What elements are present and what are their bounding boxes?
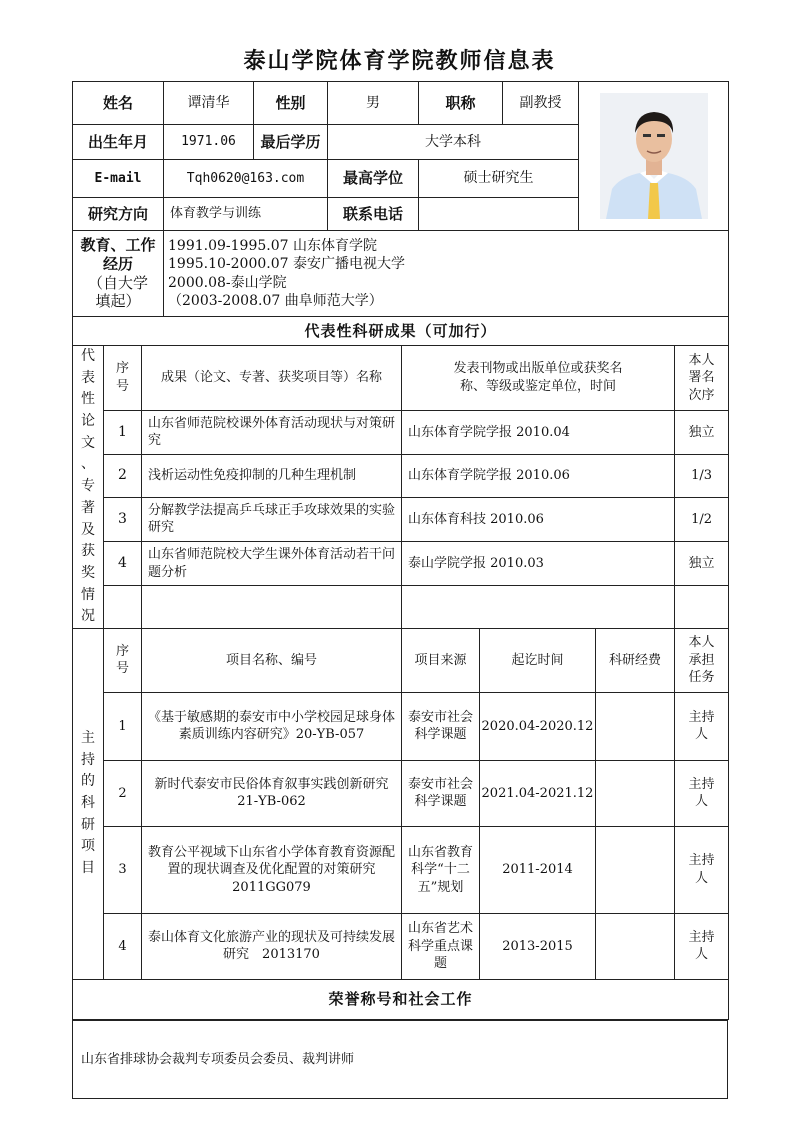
proj-role: 主持人	[675, 760, 729, 826]
side-char: 奖	[81, 564, 95, 581]
side-char: 情	[81, 586, 95, 603]
side-char: 表	[81, 369, 95, 386]
ach-pub: 泰山学院学报 2010.03	[402, 542, 675, 586]
education-label-line: 填起）	[95, 292, 141, 311]
proj-period: 2011-2014	[480, 826, 596, 913]
ach-pub: 山东体育科技 2010.06	[402, 497, 675, 541]
ach-name-empty	[142, 586, 402, 628]
research-label: 研究方向	[73, 198, 164, 231]
birth-value: 1971.06	[164, 125, 254, 160]
header-line: 称、等级或鉴定单位，时间	[459, 378, 616, 394]
proj-source: 山东省教育科学“十二五”规划	[402, 826, 480, 913]
education-label	[73, 231, 164, 317]
proj-no: 1	[104, 692, 142, 760]
side-char: 目	[81, 860, 95, 877]
proj-role: 主持人	[675, 692, 729, 760]
table-row	[73, 455, 729, 497]
education-label-line: （自大学	[87, 273, 148, 292]
education-line: 1995.10-2000.07 泰安广播电视大学	[168, 256, 405, 273]
ach-order-empty	[675, 586, 729, 628]
honors-table	[72, 1020, 728, 1099]
proj-name: 新时代泰安市民俗体育叙事实践创新研究 21-YB-062	[142, 760, 402, 826]
projects-side-label	[73, 628, 104, 979]
table-row	[73, 497, 729, 541]
proj-fund	[596, 826, 675, 913]
side-char: 项	[81, 838, 95, 855]
ach-header-no	[104, 346, 142, 411]
proj-role: 主持人	[675, 913, 729, 979]
edu-label: 最后学历	[254, 125, 328, 160]
ach-pub: 山东体育学院学报 2010.06	[402, 455, 675, 497]
ach-pub-empty	[402, 586, 675, 628]
header-line: 承担	[688, 652, 715, 668]
proj-source: 泰安市社会科学课题	[402, 760, 480, 826]
title-value: 副教授	[503, 82, 579, 125]
ach-name: 分解教学法提高乒乓球正手攻球效果的实验研究	[142, 497, 402, 541]
info-table	[72, 81, 729, 317]
phone-value	[419, 198, 579, 231]
title-label: 职称	[419, 82, 503, 125]
proj-fund	[596, 692, 675, 760]
education-line: （2003-2008.07 曲阜师范大学）	[168, 292, 383, 309]
side-char: 况	[81, 608, 95, 625]
research-value: 体育教学与训练	[164, 198, 328, 231]
achievements-section-title: 代表性科研成果（可加行）	[73, 317, 729, 346]
proj-fund	[596, 760, 675, 826]
header-line: 号	[115, 378, 129, 394]
phone-label: 联系电话	[328, 198, 419, 231]
table-row	[73, 586, 729, 628]
ach-order: 1/3	[675, 455, 729, 497]
proj-source: 山东省艺术科学重点课题	[402, 913, 480, 979]
header-line: 署名	[688, 370, 715, 386]
header-line: 序	[115, 361, 129, 377]
side-char: 及	[81, 521, 95, 538]
degree-value: 硕士研究生	[419, 160, 579, 198]
table-row	[73, 692, 729, 760]
ach-no: 1	[104, 410, 142, 454]
ach-header-order	[675, 346, 729, 411]
side-char: 专	[81, 478, 95, 495]
table-row	[73, 826, 729, 913]
honors-section-title: 荣誉称号和社会工作	[73, 979, 729, 1019]
ach-name: 山东省师范院校课外体育活动现状与对策研究	[142, 410, 402, 454]
education-label-line: 教育、工作	[80, 236, 156, 254]
gender-value: 男	[328, 82, 419, 125]
header-line: 本人	[688, 352, 715, 368]
ach-no: 2	[104, 455, 142, 497]
email-label: E-mail	[73, 160, 164, 198]
side-char: 文	[81, 434, 95, 451]
side-char: 性	[81, 391, 95, 408]
education-content	[164, 231, 729, 317]
ach-no: 4	[104, 542, 142, 586]
ach-header-pub	[402, 346, 675, 411]
proj-no: 2	[104, 760, 142, 826]
education-label-line: 经历	[102, 254, 133, 273]
name-label: 姓名	[73, 82, 164, 125]
side-char: 主	[81, 730, 95, 747]
side-char: 持	[81, 751, 95, 768]
proj-period: 2021.04-2021.12	[480, 760, 596, 826]
proj-name: 泰山体育文化旅游产业的现状及可持续发展研究 2013170	[142, 913, 402, 979]
header-line: 号	[115, 661, 129, 677]
side-char: 代	[81, 348, 95, 364]
proj-source: 泰安市社会科学课题	[402, 692, 480, 760]
table-row	[73, 410, 729, 454]
side-char: 研	[81, 816, 95, 833]
side-char: 科	[81, 795, 95, 812]
honors-content: 山东省排球协会裁判专项委员会委员、裁判讲师	[73, 1021, 728, 1099]
ach-header-name: 成果（论文、专著、获奖项目等）名称	[142, 346, 402, 411]
side-char: 获	[81, 543, 95, 560]
proj-header-period: 起讫时间	[480, 628, 596, 692]
ach-order: 独立	[675, 542, 729, 586]
table-row	[73, 542, 729, 586]
proj-header-role	[675, 628, 729, 692]
proj-header-source: 项目来源	[402, 628, 480, 692]
education-line: 2000.08-泰山学院	[168, 274, 287, 291]
table-row	[73, 913, 729, 979]
page-title: 泰山学院体育学院教师信息表	[243, 48, 556, 74]
proj-period: 2020.04-2020.12	[480, 692, 596, 760]
proj-no: 3	[104, 826, 142, 913]
proj-period: 2013-2015	[480, 913, 596, 979]
header-line: 次序	[688, 387, 715, 403]
header-line: 发表刊物或出版单位或获奖名	[453, 361, 623, 377]
header-line: 本人	[688, 635, 715, 651]
side-char: 、	[81, 456, 95, 473]
ach-no-empty	[104, 586, 142, 628]
proj-no: 4	[104, 913, 142, 979]
photo-cell	[579, 82, 729, 231]
research-table	[72, 316, 729, 1020]
proj-header-no	[104, 628, 142, 692]
proj-name: 《基于敏感期的泰安市中小学校园足球身体素质训练内容研究》20-YB-057	[142, 692, 402, 760]
degree-label: 最高学位	[328, 160, 419, 198]
ach-name: 浅析运动性免疫抑制的几种生理机制	[142, 455, 402, 497]
table-row	[73, 760, 729, 826]
name-value: 谭清华	[164, 82, 254, 125]
ach-order: 1/2	[675, 497, 729, 541]
person-photo	[600, 93, 708, 219]
birth-label: 出生年月	[73, 125, 164, 160]
ach-no: 3	[104, 497, 142, 541]
proj-role: 主持人	[675, 826, 729, 913]
gender-label: 性别	[254, 82, 328, 125]
proj-header-name: 项目名称、编号	[142, 628, 402, 692]
ach-pub: 山东体育学院学报 2010.04	[402, 410, 675, 454]
side-char: 论	[81, 413, 95, 430]
side-char: 的	[81, 773, 95, 790]
ach-order: 独立	[675, 410, 729, 454]
achievements-side-label	[73, 346, 104, 629]
header-line: 序	[115, 643, 129, 659]
email-value: Tqh0620@163.com	[164, 160, 328, 198]
edu-value: 大学本科	[328, 125, 579, 160]
side-char: 著	[81, 499, 95, 516]
education-line: 1991.09-1995.07 山东体育学院	[168, 238, 377, 255]
header-line: 任务	[688, 670, 715, 686]
proj-fund	[596, 913, 675, 979]
proj-header-fund: 科研经费	[596, 628, 675, 692]
proj-name: 教育公平视域下山东省小学体育教育资源配置的现状调查及优化配置的对策研究 2011GG079	[142, 826, 402, 913]
ach-name: 山东省师范院校大学生课外体育活动若干问题分析	[142, 542, 402, 586]
